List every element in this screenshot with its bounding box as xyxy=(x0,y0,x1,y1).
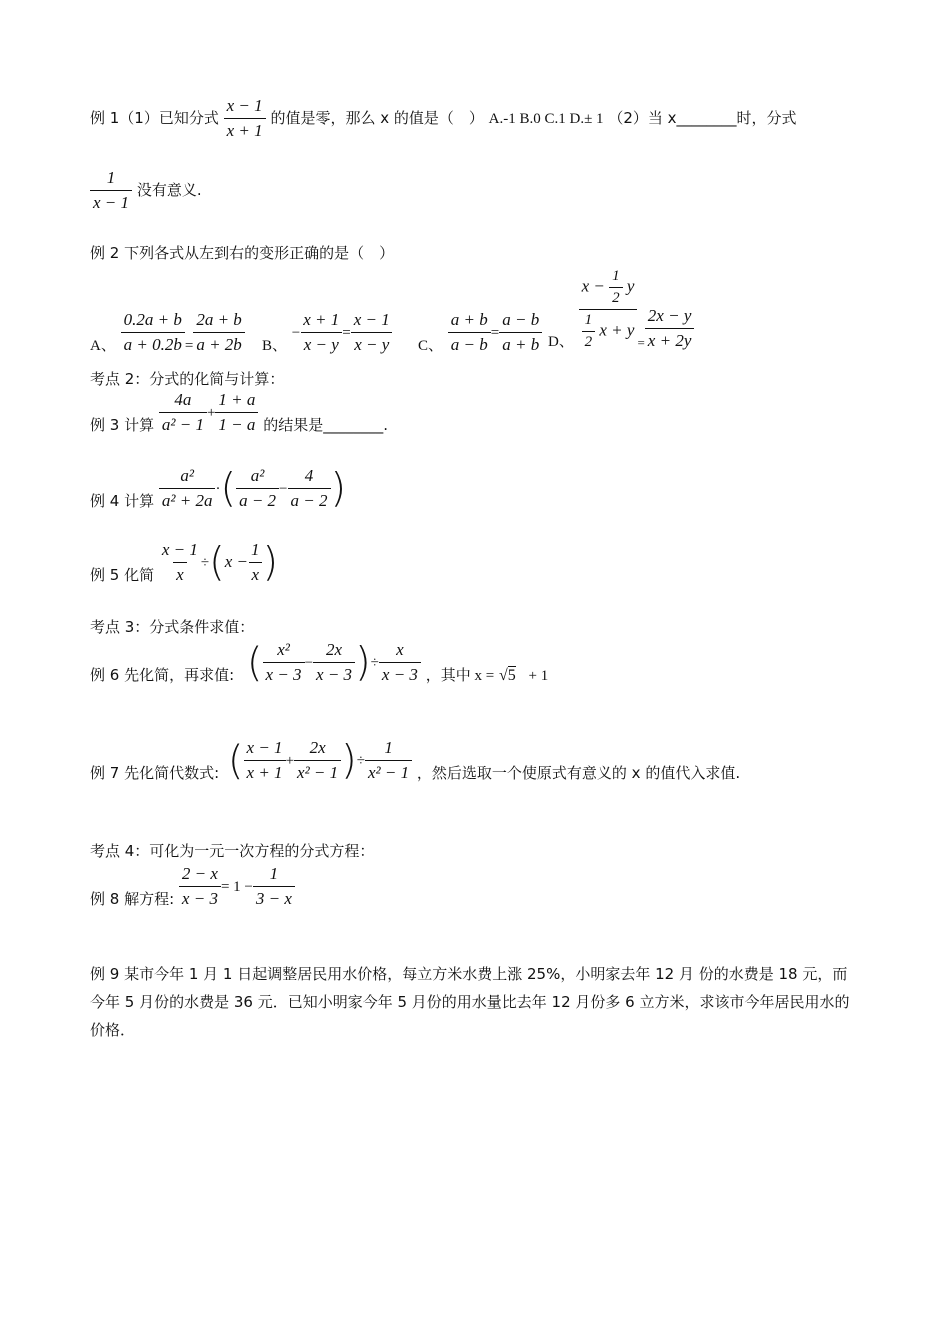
ex5-f1-num: x − 1 xyxy=(161,540,198,559)
ex7-f2-den: x² − 1 xyxy=(294,760,341,783)
ex4-f1-den: a² + 2a xyxy=(159,488,216,511)
ex4-f2-den: a − 2 xyxy=(236,488,279,511)
ex7-f3-num: 1 xyxy=(384,738,393,757)
ex7-f1-den: x + 1 xyxy=(244,760,286,783)
ex1-frac-den: x + 1 xyxy=(224,118,266,141)
ex2-a-left-den: a + 0.2b xyxy=(121,332,185,355)
ex8-mid: = 1 − xyxy=(220,879,253,895)
ex3-f1-den: a² − 1 xyxy=(159,412,207,435)
ex2-c-left-den: a − b xyxy=(448,332,491,355)
ex6-label: 例 6 先化简，再求值: xyxy=(90,666,235,684)
ex4-label: 例 4 计算 xyxy=(90,492,155,510)
ex6-f3-num: x xyxy=(396,640,404,659)
ex2-option-c: C、 $\frac{a + b}{a - b}$ = $\frac{a - b}{a + b}$ xyxy=(418,310,542,355)
ex2-b-left-num: x + 1 xyxy=(303,310,340,329)
ex3-f2-num: 1 + a xyxy=(218,390,256,409)
ex1-middle: 的值是零，那么 x 的值是（ ） xyxy=(270,109,484,127)
ex6-condition: ，其中 x = xyxy=(425,668,495,684)
ex2-d-top-x: x − xyxy=(581,276,605,296)
example-5: 例 5 化简 $\frac{x - 1}{x}$ ÷(x − $\frac{1}{x}$ ) xyxy=(90,539,279,586)
ex2-d-top-y: y xyxy=(626,276,635,296)
ex8-label: 例 8 解方程: xyxy=(90,890,175,908)
example-3: 例 3 计算 $\frac{4a}{\text{a² − 1}}$ + $\frac{1 + a}{1 - a}$ 的结果是________. xyxy=(90,390,388,434)
ex2-a-right-den: a + 2b xyxy=(193,332,244,355)
ex1-frac2-den: x − 1 xyxy=(90,190,132,213)
ex2-d-right-num: 2x − y xyxy=(647,306,692,325)
ex3-label: 例 3 计算 xyxy=(90,416,155,434)
example-9: 例 9 某市今年 1 月 1 日起调整居民用水价格，每立方米水费上涨 25%，小明家去年 12 月 份的水费是 18 元，而今年 5 月份的水费是 36 元．已知小明家今年 5 月份的用水量比去年 12 月份多 6 立方米，求该市今年居民用水的价格． xyxy=(90,965,850,1039)
ex5-f2-num: 1 xyxy=(251,540,260,559)
point-2-heading: 考点 2：分式的化简与计算： xyxy=(90,370,285,388)
ex5-label: 例 5 化简 xyxy=(90,566,155,584)
ex3-f2-den: 1 − a xyxy=(215,412,258,435)
ex4-f1-num: a² xyxy=(180,466,194,485)
ex3-f1-num: 4a xyxy=(174,390,192,409)
example-4: 例 4 计算 $\frac{\text{a²}}{\text{a² + 2a}}$ ·( $\frac{\text{a²}}{a - 2}$ − $\frac{4}{a - 2}$ ) xyxy=(90,465,347,512)
ex1-frac2-num: 1 xyxy=(106,168,116,187)
ex2-c-left-num: a + b xyxy=(450,310,488,329)
point-3-heading: 考点 3：分式条件求值： xyxy=(90,618,255,636)
ex2-c-label: C、 xyxy=(418,338,444,354)
ex8-f1-num: 2 − x xyxy=(181,864,218,883)
ex2-d-label: D、 xyxy=(548,334,574,350)
ex5-f1-den: x xyxy=(173,562,187,585)
ex7-f3-den: x² − 1 xyxy=(365,760,412,783)
ex1-fraction xyxy=(224,96,266,141)
ex2-d-bot-half: 1 xyxy=(584,312,593,328)
ex2-c-right-den: a + b xyxy=(499,332,542,355)
ex2-d-top-half: 1 xyxy=(612,268,620,284)
ex7-f2-num: 2x xyxy=(309,738,326,757)
ex6-root: 5 xyxy=(507,667,516,684)
ex6-f1-den: x − 3 xyxy=(263,662,305,685)
ex4-f2-num: a² xyxy=(250,466,265,485)
ex1-suffix: 没有意义. xyxy=(136,181,202,199)
point-4-heading: 考点 4：可化为一元一次方程的分式方程： xyxy=(90,842,375,860)
example-7: 例 7 先化简代数式: ( $\frac{x - 1}{x + 1}$ + $\frac{2x}{\text{x² − 1}}$ )÷ $\frac{1}{\text{x² − 1}}$ ，然后选取一个使原式有意义的 x 的值代入求值. xyxy=(90,737,741,784)
ex2-b-right-den: x − y xyxy=(351,332,392,355)
ex2-option-a: A、 $\frac{0.2a + b}{a + 0.2b}$ = $\frac{2a + b}{a + 2b}$ xyxy=(90,310,245,355)
ex4-f3-den: a − 2 xyxy=(288,488,331,511)
ex6-f2-num: 2x xyxy=(326,640,343,659)
ex7-f1-num: x − 1 xyxy=(246,738,283,757)
ex2-d-top-two: 2 xyxy=(609,287,623,307)
ex2-b-left-den: x − y xyxy=(301,332,342,355)
ex2-a-right-num: 2a + b xyxy=(196,310,242,329)
ex2-option-d: D、 x − $\frac{1}{2}$ y $\frac{1}{2}$ x + y = $\frac{2x - y}{x + 2y}$ xyxy=(548,268,694,351)
ex1-part2: （2）当 x________时，分式 xyxy=(608,109,797,127)
ex2-d-bot-two: 2 xyxy=(582,331,596,351)
ex2-a-left-num: 0.2a + b xyxy=(123,310,182,329)
ex8-f1-den: x − 3 xyxy=(179,886,221,909)
ex2-b-right-num: x − 1 xyxy=(353,310,390,329)
ex2-b-label: B、 xyxy=(262,338,288,354)
ex2-d-right-den: x + 2y xyxy=(645,328,695,351)
ex1-fraction-2 xyxy=(90,168,132,213)
ex6-plus: + 1 xyxy=(528,668,549,684)
ex1-prefix: 例 1（1）已知分式 xyxy=(90,109,219,127)
ex3-suffix: 的结果是________. xyxy=(263,416,388,434)
ex1-frac-num: x − 1 xyxy=(226,96,263,115)
example-6: 例 6 先化简，再求值: ( $\frac{\text{x²}}{x - 3}$ − $\frac{2x}{x - 3}$ )÷ $\frac{x}{x - 3}$ ，其中 x = √5 + 1 xyxy=(90,639,549,686)
ex5-f2-den: x xyxy=(249,562,263,585)
example-1 xyxy=(90,96,797,141)
ex7-label: 例 7 先化简代数式: xyxy=(90,764,220,782)
ex2-a-label: A、 xyxy=(90,338,116,354)
ex8-f2-num: 1 xyxy=(269,864,279,883)
ex2-title: 例 2 下列各式从左到右的变形正确的是（ ） xyxy=(90,244,395,262)
example-8 xyxy=(90,864,295,909)
ex6-f2-den: x − 3 xyxy=(313,662,355,685)
ex4-f3-num: 4 xyxy=(304,466,314,485)
ex1-options: A.-1 B.0 C.1 D.± 1 xyxy=(488,111,604,127)
ex2-c-right-num: a − b xyxy=(502,310,540,329)
ex2-d-bot-rest: x + y xyxy=(599,320,635,340)
ex6-f1-num: x² xyxy=(277,640,290,659)
ex7-suffix: ，然后选取一个使原式有意义的 x 的值代入求值. xyxy=(416,764,741,782)
ex5-x: x − xyxy=(224,552,249,571)
ex8-f2-den: 3 − x xyxy=(253,886,295,909)
example-1-cont xyxy=(90,168,202,213)
ex2-option-b: B、 − $\frac{x + 1}{x - y}$ = $\frac{x - 1}{x - y}$ xyxy=(262,310,393,355)
sqrt-icon: √ xyxy=(498,667,508,684)
ex6-f3-den: x − 3 xyxy=(379,662,421,685)
